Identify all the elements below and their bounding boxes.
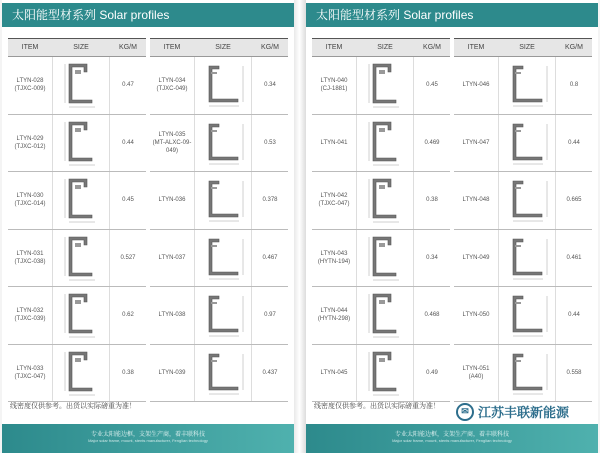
profile-table xyxy=(8,38,146,402)
header-item: ITEM xyxy=(163,44,181,51)
header-size: SIZE xyxy=(73,44,89,51)
kg-value: 0.34 xyxy=(426,254,438,261)
item-model: LTYN-051 xyxy=(462,365,490,372)
size-cell xyxy=(356,115,414,172)
item-code xyxy=(312,172,356,229)
item-model: LTYN-049 xyxy=(462,254,490,261)
profile-drawing xyxy=(55,60,107,110)
kg-value: 0.468 xyxy=(424,312,440,319)
item-model: LTYN-036 xyxy=(158,197,186,204)
table-row xyxy=(454,115,592,173)
kg-value: 0.38 xyxy=(426,197,438,204)
header-kg: KG/M xyxy=(423,44,441,51)
item-model: LTYN-046 xyxy=(462,82,490,89)
page-title: 太阳能型材系列 Solar profiles xyxy=(2,3,294,27)
size-cell xyxy=(52,172,110,229)
table-row xyxy=(312,115,450,173)
kg-value: 0.44 xyxy=(568,139,580,146)
item-model: LTYN-032 xyxy=(16,308,44,315)
profile-drawing xyxy=(197,290,249,340)
item-code xyxy=(454,230,498,287)
table-row xyxy=(8,115,146,173)
kg-value: 0.378 xyxy=(262,197,278,204)
item-model: LTYN-050 xyxy=(462,312,490,319)
profile-drawing xyxy=(501,118,553,168)
header-size: SIZE xyxy=(215,44,231,51)
table-row xyxy=(150,287,288,345)
size-cell xyxy=(52,115,110,172)
profile-drawing xyxy=(501,290,553,340)
profile-drawing xyxy=(501,233,553,283)
item-code xyxy=(454,115,498,172)
footer-slogan: 专业太阳能边框，支架生产商，着丰联科技 xyxy=(394,432,509,438)
table-row xyxy=(454,230,592,288)
item-model: LTYN-042 xyxy=(320,193,348,200)
item-code xyxy=(150,172,194,229)
table-header xyxy=(8,39,146,57)
size-cell xyxy=(194,57,252,114)
item-model: LTYN-040 xyxy=(320,78,348,85)
table-row xyxy=(8,345,146,403)
profile-drawing xyxy=(501,60,553,110)
header-kg: KG/M xyxy=(261,44,279,51)
profile-drawing xyxy=(359,175,411,225)
item-alt-code: (TJXC-047) xyxy=(318,201,350,208)
size-cell xyxy=(194,230,252,287)
profile-drawing xyxy=(55,118,107,168)
item-model: LTYN-048 xyxy=(462,197,490,204)
item-model: LTYN-038 xyxy=(158,312,186,319)
item-model: LTYN-028 xyxy=(16,78,44,85)
profile-drawing xyxy=(197,348,249,398)
size-cell xyxy=(356,172,414,229)
header-size: SIZE xyxy=(377,44,393,51)
table-header xyxy=(312,39,450,57)
size-cell xyxy=(356,345,414,402)
kg-value: 0.469 xyxy=(424,139,440,146)
item-alt-code: (TJXC-009) xyxy=(14,86,46,93)
header-kg: KG/M xyxy=(565,44,583,51)
size-cell xyxy=(498,115,556,172)
table-header xyxy=(150,39,288,57)
page-footer xyxy=(306,424,598,453)
table-header xyxy=(454,39,592,57)
kg-value: 0.45 xyxy=(426,82,438,89)
table-row xyxy=(312,57,450,115)
table-row xyxy=(150,57,288,115)
kg-value: 0.45 xyxy=(122,197,134,204)
item-model: LTYN-044 xyxy=(320,308,348,315)
size-cell xyxy=(194,115,252,172)
table-row xyxy=(150,345,288,403)
item-model: LTYN-047 xyxy=(462,139,490,146)
profile-drawing xyxy=(359,348,411,398)
item-alt-code: (HYTN-194) xyxy=(317,258,351,265)
profile-drawing xyxy=(359,290,411,340)
header-item: ITEM xyxy=(325,44,343,51)
item-alt-code: (TJXC-047) xyxy=(14,373,46,380)
item-code xyxy=(454,287,498,344)
item-alt-code: (TJXC-038) xyxy=(14,258,46,265)
profile-table xyxy=(312,38,450,402)
kg-value: 0.97 xyxy=(264,312,276,319)
item-model: LTYN-034 xyxy=(158,78,186,85)
profile-drawing xyxy=(197,175,249,225)
kg-value: 0.44 xyxy=(122,139,134,146)
density-note: 线密度仅供参考。出货以实际磅重为准！ xyxy=(314,403,440,410)
table-row xyxy=(312,172,450,230)
page-title: 太阳能型材系列 Solar profiles xyxy=(306,3,598,27)
kg-value: 0.8 xyxy=(569,82,579,89)
profile-drawing xyxy=(197,118,249,168)
item-code xyxy=(454,172,498,229)
profile-drawing xyxy=(501,348,553,398)
item-alt-code: (MT-ALXC-09-049) xyxy=(152,139,192,154)
item-code xyxy=(312,345,356,402)
size-cell xyxy=(498,172,556,229)
item-code xyxy=(8,345,52,402)
header-size: SIZE xyxy=(519,44,535,51)
profile-drawing xyxy=(55,175,107,225)
profile-drawing xyxy=(501,175,553,225)
size-cell xyxy=(498,57,556,114)
header-kg: KG/M xyxy=(119,44,137,51)
table-row xyxy=(312,345,450,403)
size-cell xyxy=(498,345,556,402)
kg-value: 0.558 xyxy=(566,369,582,376)
item-alt-code: (HYTN-298) xyxy=(317,316,351,323)
item-code xyxy=(150,287,194,344)
profile-table xyxy=(454,38,592,402)
profile-drawing xyxy=(359,118,411,168)
table-row xyxy=(454,172,592,230)
wechat-logo-icon: ✉ xyxy=(456,403,474,421)
item-model: LTYN-039 xyxy=(158,369,186,376)
header-item: ITEM xyxy=(21,44,39,51)
kg-value: 0.47 xyxy=(122,82,134,89)
item-model: LTYN-031 xyxy=(16,250,44,257)
kg-value: 0.467 xyxy=(262,254,278,261)
table-row xyxy=(454,287,592,345)
item-alt-code: (TJXC-012) xyxy=(14,143,46,150)
item-alt-code: (TJXC-049) xyxy=(156,86,188,93)
item-code xyxy=(150,345,194,402)
item-model: LTYN-045 xyxy=(320,369,348,376)
table-row xyxy=(150,115,288,173)
kg-value: 0.34 xyxy=(264,82,276,89)
item-code xyxy=(454,345,498,402)
size-cell xyxy=(52,230,110,287)
brand-watermark xyxy=(456,402,569,421)
profile-drawing xyxy=(55,290,107,340)
item-model: LTYN-037 xyxy=(158,254,186,261)
size-cell xyxy=(194,287,252,344)
item-alt-code: (TJXC-014) xyxy=(14,201,46,208)
item-code xyxy=(312,230,356,287)
kg-value: 0.665 xyxy=(566,197,582,204)
profile-drawing xyxy=(359,233,411,283)
profile-drawing xyxy=(197,60,249,110)
profile-drawing xyxy=(55,348,107,398)
size-cell xyxy=(194,345,252,402)
table-row xyxy=(312,230,450,288)
profile-drawing xyxy=(55,233,107,283)
footer-slogan-en: Major solar frame, mount, stents manufacturer, Fenglian technology xyxy=(392,438,512,443)
table-row xyxy=(150,172,288,230)
kg-value: 0.38 xyxy=(122,369,134,376)
table-row xyxy=(8,230,146,288)
footer-slogan: 专业太阳能边框，支架生产商，着丰联科技 xyxy=(90,432,205,438)
item-model: LTYN-030 xyxy=(16,193,44,200)
item-model: LTYN-041 xyxy=(320,139,348,146)
table-row xyxy=(8,172,146,230)
size-cell xyxy=(52,57,110,114)
table-row xyxy=(150,230,288,288)
item-code xyxy=(8,287,52,344)
profile-drawing xyxy=(359,60,411,110)
item-model: LTYN-035 xyxy=(158,131,186,138)
item-code xyxy=(150,115,194,172)
item-code xyxy=(8,230,52,287)
density-note: 线密度仅供参考。出货以实际磅重为准！ xyxy=(10,403,136,410)
item-code xyxy=(8,172,52,229)
kg-value: 0.49 xyxy=(426,369,438,376)
item-alt-code: (A40) xyxy=(468,373,484,380)
kg-value: 0.527 xyxy=(120,254,136,261)
table-row xyxy=(454,345,592,403)
watermark-text: 江苏丰联新能源 xyxy=(478,405,570,420)
item-model: LTYN-033 xyxy=(16,365,44,372)
item-code xyxy=(8,57,52,114)
profile-table xyxy=(150,38,288,402)
size-cell xyxy=(498,230,556,287)
size-cell xyxy=(498,287,556,344)
table-row xyxy=(8,287,146,345)
item-alt-code: (TJXC-039) xyxy=(14,316,46,323)
size-cell xyxy=(356,287,414,344)
item-code xyxy=(150,230,194,287)
item-code xyxy=(150,57,194,114)
table-row xyxy=(8,57,146,115)
kg-value: 0.62 xyxy=(122,312,134,319)
table-row xyxy=(454,57,592,115)
size-cell xyxy=(356,230,414,287)
item-code xyxy=(312,57,356,114)
size-cell xyxy=(194,172,252,229)
catalog-page-left xyxy=(2,0,294,453)
item-code xyxy=(8,115,52,172)
table-row xyxy=(312,287,450,345)
profile-drawing xyxy=(197,233,249,283)
item-code xyxy=(454,57,498,114)
kg-value: 0.44 xyxy=(568,312,580,319)
catalog-page-right xyxy=(306,0,598,453)
book-gutter xyxy=(294,0,306,453)
kg-value: 0.461 xyxy=(566,254,582,261)
kg-value: 0.437 xyxy=(262,369,278,376)
size-cell xyxy=(52,287,110,344)
item-code xyxy=(312,115,356,172)
page-footer xyxy=(2,424,294,453)
footer-slogan-en: Major solar frame, mount, stents manufacturer, Fenglian technology xyxy=(88,438,208,443)
item-model: LTYN-043 xyxy=(320,250,348,257)
item-code xyxy=(312,287,356,344)
item-alt-code: (CJ-1881) xyxy=(320,86,348,93)
item-model: LTYN-029 xyxy=(16,135,44,142)
size-cell xyxy=(52,345,110,402)
kg-value: 0.53 xyxy=(264,139,276,146)
size-cell xyxy=(356,57,414,114)
header-item: ITEM xyxy=(467,44,485,51)
